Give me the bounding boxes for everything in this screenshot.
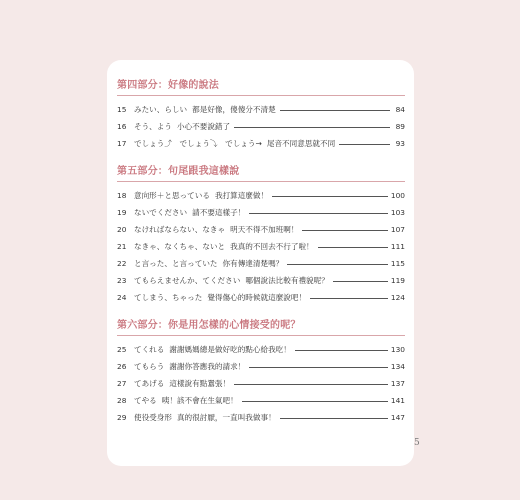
entry-grammar: 意向形＋と思っている	[134, 191, 210, 200]
page-number: 5	[414, 438, 420, 448]
entry-grammar: 使役受身形	[134, 413, 172, 422]
entry-page-number: 141	[390, 396, 405, 405]
leader-line	[287, 264, 388, 265]
entry-grammar: でしょう⤴ でしょう⤵ でしょう→	[134, 139, 262, 148]
entry-page-number: 107	[390, 225, 405, 234]
entry-title	[134, 104, 276, 115]
entry-page-number: 124	[390, 293, 405, 302]
toc-list	[117, 101, 405, 152]
entry-page-number: 134	[390, 362, 405, 371]
section-title: 第六部分：你是用怎樣的心情接受的呢？	[117, 320, 301, 331]
entry-description: 你有傳達清楚嗎？	[222, 259, 284, 268]
section-divider	[117, 181, 405, 182]
leader-line	[234, 384, 388, 385]
entry-page-number: 115	[390, 259, 405, 268]
entry-title	[134, 190, 268, 201]
entry-title	[134, 378, 230, 389]
entry-number: 16	[117, 122, 127, 131]
toc-entry[interactable]	[117, 272, 405, 289]
toc-entry[interactable]	[117, 221, 405, 238]
toc-entry[interactable]	[117, 101, 405, 118]
entry-page-number: 89	[395, 122, 405, 131]
entry-number: 24	[117, 293, 127, 302]
leader-line	[333, 281, 388, 282]
entry-number: 15	[117, 105, 127, 114]
toc-entry[interactable]	[117, 255, 405, 272]
entry-grammar: そう、よう	[134, 122, 172, 131]
toc-section-4	[117, 79, 405, 152]
entry-description: 咦！該不會在生氣吧！	[161, 396, 238, 405]
entry-page-number: 137	[390, 379, 405, 388]
entry-number: 29	[117, 413, 127, 422]
entry-grammar: てあげる	[134, 379, 165, 388]
entry-title	[134, 344, 291, 355]
toc-section-5	[117, 165, 405, 306]
toc-entry[interactable]	[117, 289, 405, 306]
entry-description: 哪個說法比較有禮貌呢？	[245, 276, 329, 285]
toc-list	[117, 341, 405, 426]
entry-title	[134, 361, 245, 372]
entry-title	[134, 412, 276, 423]
entry-title	[134, 241, 314, 252]
section-title: 第五部分：句尾跟我這樣說	[117, 166, 240, 177]
toc-entry[interactable]	[117, 118, 405, 135]
entry-description: 這樣說有點囂張！	[169, 379, 231, 388]
toc-list	[117, 187, 405, 306]
entry-title	[134, 275, 329, 286]
toc-entry[interactable]	[117, 358, 405, 375]
entry-number: 18	[117, 191, 127, 200]
leader-line	[249, 213, 388, 214]
entry-grammar: ないでください	[134, 208, 188, 217]
section-divider	[117, 95, 405, 96]
entry-grammar: てもらえませんか、てください	[134, 276, 241, 285]
entry-number: 19	[117, 208, 127, 217]
entry-page-number: 111	[390, 242, 405, 251]
toc-entry[interactable]	[117, 187, 405, 204]
leader-line	[310, 298, 388, 299]
entry-grammar: と言った、と言っていた	[134, 259, 218, 268]
entry-title	[134, 258, 283, 269]
toc-section-6	[117, 319, 405, 426]
section-title: 第四部分：好像的說法	[117, 80, 219, 91]
entry-description: 請不要這樣子！	[192, 208, 246, 217]
entry-description: 我打算這麼做！	[214, 191, 269, 200]
toc-entry[interactable]	[117, 392, 405, 409]
entry-description: 明天不得不加班啊！	[230, 225, 299, 234]
entry-description: 我真的不回去不行了啦！	[230, 242, 314, 251]
entry-number: 23	[117, 276, 127, 285]
entry-number: 28	[117, 396, 127, 405]
leader-line	[242, 401, 388, 402]
entry-description: 覺得傷心的時候就這麼說吧！	[207, 293, 307, 302]
entry-grammar: てくれる	[134, 345, 165, 354]
entry-page-number: 130	[390, 345, 405, 354]
leader-line	[339, 144, 390, 145]
entry-page-number: 119	[390, 276, 405, 285]
entry-page-number: 84	[395, 105, 405, 114]
entry-description: 尾音不同意思就不同	[266, 139, 336, 148]
entry-number: 26	[117, 362, 127, 371]
entry-title	[134, 207, 245, 218]
toc-entry[interactable]	[117, 375, 405, 392]
leader-line	[234, 127, 390, 128]
leader-line	[295, 350, 388, 351]
section-divider	[117, 335, 405, 336]
leader-line	[280, 418, 388, 419]
leader-line	[280, 110, 390, 111]
toc-entry[interactable]	[117, 204, 405, 221]
toc-entry[interactable]	[117, 238, 405, 255]
entry-number: 25	[117, 345, 127, 354]
entry-grammar: てしまう、ちゃった	[134, 293, 203, 302]
entry-title	[134, 395, 238, 406]
leader-line	[302, 230, 387, 231]
entry-description: 都是好像，傻傻分不清楚	[192, 105, 276, 114]
entry-title	[134, 292, 306, 303]
entry-description: 謝謝你答應我的請求！	[169, 362, 246, 371]
entry-description: 真的很討厭，一直叫我做事！	[176, 413, 276, 422]
entry-page-number: 147	[390, 413, 405, 422]
leader-line	[249, 367, 388, 368]
entry-grammar: みたい、らしい	[134, 105, 188, 114]
entry-description: 小心不要說錯了	[176, 122, 231, 131]
entry-page-number: 93	[395, 139, 405, 148]
toc-entry[interactable]	[117, 341, 405, 358]
entry-grammar: てもらう	[134, 362, 165, 371]
entry-page-number: 100	[390, 191, 405, 200]
leader-line	[272, 196, 388, 197]
entry-number: 22	[117, 259, 127, 268]
entry-page-number: 103	[390, 208, 405, 217]
entry-grammar: てやる	[134, 396, 157, 405]
entry-grammar: なければならない、なきゃ	[134, 225, 226, 234]
entry-title	[134, 121, 230, 132]
entry-number: 27	[117, 379, 127, 388]
entry-title	[134, 224, 298, 235]
entry-number: 17	[117, 139, 127, 148]
toc-entry[interactable]	[117, 135, 405, 152]
entry-description: 謝謝媽媽總是做好吃的點心給我吃！	[169, 345, 291, 354]
entry-grammar: なきゃ、なくちゃ、ないと	[134, 242, 226, 251]
leader-line	[318, 247, 388, 248]
entry-title	[134, 138, 335, 149]
toc-entry[interactable]	[117, 409, 405, 426]
entry-number: 20	[117, 225, 127, 234]
entry-number: 21	[117, 242, 127, 251]
